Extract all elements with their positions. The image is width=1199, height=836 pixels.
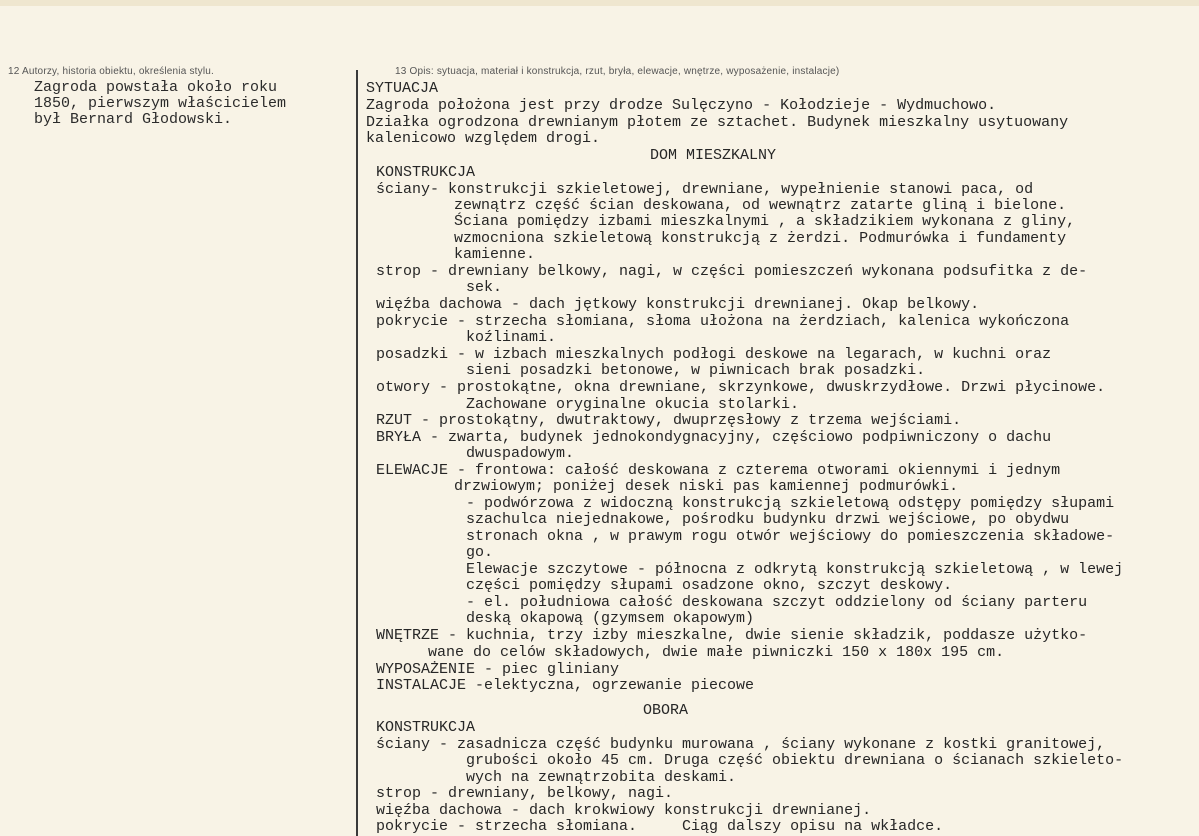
description-line: wane do celów składowych, dwie małe piwniczki 150 x 180x 195 cm. — [428, 644, 1005, 661]
description-line: kamienne. — [454, 246, 536, 263]
description-line: kalenicowo względem drogi. — [366, 130, 601, 147]
description-line: BRYŁA - zwarta, budynek jednokondygnacyjny, częściowo podpiwniczony o dachu — [376, 429, 1052, 446]
description-line: WNĘTRZE - kuchnia, trzy izby mieszkalne, dwie sienie składzik, poddasze użytko- — [376, 627, 1088, 644]
description-line: INSTALACJE -elektyczna, ogrzewanie piecowe — [376, 677, 755, 694]
description-line: deską okapową (gzymsem okapowym) — [466, 610, 755, 627]
description-line: otwory - prostokątne, okna drewniane, skrzynkowe, dwuskrzydłowe. Drzwi płycinowe. — [376, 379, 1106, 396]
description-line: drzwiowym; poniżej desek niski pas kamiennej podmurówki. — [454, 478, 959, 495]
left-column-header: 12 Autorzy, historia obiektu, określenia stylu. — [8, 66, 214, 77]
description-line: ściany- konstrukcji szkieletowej, drewniane, wypełnienie stanowi paca, od — [376, 181, 1034, 198]
description-line: WYPOSAŻENIE - piec gliniany — [376, 661, 620, 678]
description-line: DOM MIESZKALNY — [650, 147, 777, 164]
description-line: dwuspadowym. — [466, 445, 575, 462]
description-line: sieni posadzki betonowe, w piwnicach brak posadzki. — [466, 362, 926, 379]
description-line: wych na zewnątrzobita deskami. — [466, 769, 737, 786]
description-line: zewnątrz część ścian deskowana, od wewnątrz zatarte gliną i bielone. — [454, 197, 1067, 214]
description-line: części pomiędzy słupami osadzone okno, szczyt deskowy. — [466, 577, 953, 594]
description-line: strop - drewniany, belkowy, nagi. — [376, 785, 674, 802]
description-line: Działka ogrodzona drewnianym płotem ze sztachet. Budynek mieszkalny usytuowany — [366, 114, 1069, 131]
card-top-edge — [0, 0, 1199, 6]
description-line: sek. — [466, 279, 503, 296]
description-line: pokrycie - strzecha słomiana, słoma ułożona na żerdziach, kalenica wykończona — [376, 313, 1070, 330]
description-line: go. — [466, 544, 494, 561]
description-line: koźlinami. — [466, 329, 557, 346]
right-column-header: 13 Opis: sytuacja, materiał i konstrukcja, rzut, bryła, elewacje, wnętrze, wyposażenie, instalacje) — [395, 66, 840, 77]
description-line: szachulca niejednakowe, pośrodku budynku drzwi wejściowe, po obydwu — [466, 511, 1070, 528]
description-line: SYTUACJA — [366, 80, 439, 97]
history-text: Zagroda powstała około roku 1850, pierwszym właścicielem był Bernard Głodowski. — [34, 79, 287, 128]
description-line: grubości około 45 cm. Druga część obiektu drewniana o ścianach szkieleto- — [466, 752, 1124, 769]
description-line: KONSTRUKCJA — [376, 164, 476, 181]
description-line: - el. południowa całość deskowana szczyt oddzielony od ściany parteru — [466, 594, 1088, 611]
description-line: - podwórzowa z widoczną konstrukcją szkieletową odstępy pomiędzy słupami — [466, 495, 1115, 512]
description-line: RZUT - prostokątny, dwutraktowy, dwuprzęsłowy z trzema wejściami. — [376, 412, 962, 429]
description-line: więźba dachowa - dach krokwiowy konstrukcji drewnianej. — [376, 802, 872, 819]
description-line: OBORA — [643, 702, 689, 719]
description-line: więźba dachowa - dach jętkowy konstrukcji drewnianej. Okap belkowy. — [376, 296, 980, 313]
description-line: ściany - zasadnicza część budynku murowana , ściany wykonane z kostki granitowej, — [376, 736, 1106, 753]
column-divider — [356, 70, 358, 836]
description-line: posadzki - w izbach mieszkalnych podłogi deskowe na legarach, w kuchni oraz — [376, 346, 1052, 363]
description-line: ELEWACJE - frontowa: całość deskowana z czterema otworami okiennymi i jednym — [376, 462, 1061, 479]
description-line: stronach okna , w prawym rogu otwór wejściowy do pomieszczenia składowe- — [466, 528, 1115, 545]
description-line: strop - drewniany belkowy, nagi, w części pomieszczeń wykonana podsufitka z de- — [376, 263, 1088, 280]
description-line: wzmocniona szkieletową konstrukcją z żerdzi. Podmurówka i fundamenty — [454, 230, 1067, 247]
description-line: Ściana pomiędzy izbami mieszkalnymi , a składzikiem wykonana z gliny, — [454, 213, 1076, 230]
description-line: Zachowane oryginalne okucia stolarki. — [466, 396, 800, 413]
description-line: Zagroda położona jest przy drodze Sulęczyno - Kołodzieje - Wydmuchowo. — [366, 97, 997, 114]
description-line: Elewacje szczytowe - północna z odkrytą konstrukcją szkieletową , w lewej — [466, 561, 1124, 578]
description-line: pokrycie - strzecha słomiana. Ciąg dalszy opisu na wkładce. — [376, 818, 944, 835]
description-line: KONSTRUKCJA — [376, 719, 476, 736]
